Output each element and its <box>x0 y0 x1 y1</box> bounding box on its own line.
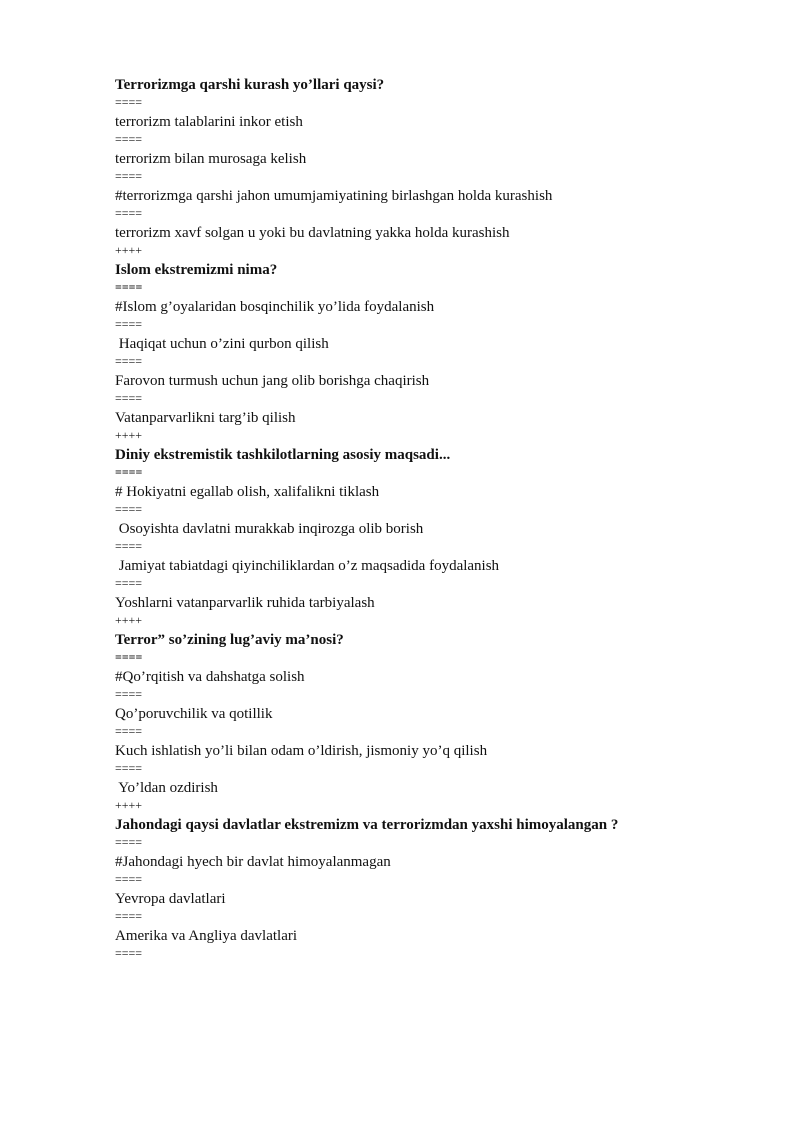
answer-option: Kuch ishlatish yo’li bilan odam o’ldirish, jismoniy yo’q qilish <box>115 743 488 759</box>
separator: ==== <box>115 132 143 146</box>
separator: ==== <box>115 502 143 516</box>
separator: ==== <box>115 95 143 109</box>
separator: ==== <box>115 761 143 775</box>
answer-option: #Jahondagi hyech bir davlat himoyalanmagan <box>115 854 391 870</box>
separator: ++++ <box>115 798 143 812</box>
separator: ==== <box>115 280 143 294</box>
answer-option: Yevropa davlatlari <box>115 891 226 907</box>
separator: ==== <box>115 354 143 368</box>
answer-option: Jamiyat tabiatdagi qiyinchiliklardan o’z maqsadida foydalanish <box>115 558 500 574</box>
separator: ==== <box>115 872 143 886</box>
question-text: Diniy ekstremistik tashkilotlarning asosiy maqsadi... <box>115 447 451 463</box>
answer-option: Yoshlarni vatanparvarlik ruhida tarbiyalash <box>115 595 375 611</box>
question-text: Islom ekstremizmi nima? <box>115 262 278 278</box>
separator: ==== <box>115 576 143 590</box>
separator: ++++ <box>115 428 143 442</box>
answer-option: Farovon turmush uchun jang olib borishga chaqirish <box>115 373 430 389</box>
separator: ==== <box>115 835 143 849</box>
answer-option: Osoyishta davlatni murakkab inqirozga olib borish <box>115 521 424 537</box>
answer-option: Qo’poruvchilik va qotillik <box>115 706 273 722</box>
answer-option: Yo’ldan ozdirish <box>115 780 218 796</box>
question-text: Terror” so’zining lug’aviy ma’nosi? <box>115 632 344 648</box>
answer-option: terrorizm talablarini inkor etish <box>115 114 303 130</box>
separator: ==== <box>115 650 143 664</box>
answer-option: terrorizm bilan murosaga kelish <box>115 151 307 167</box>
separator: ==== <box>115 465 143 479</box>
separator: ++++ <box>115 243 143 257</box>
separator: ==== <box>115 909 143 923</box>
answer-option: terrorizm xavf solgan u yoki bu davlatning yakka holda kurashish <box>115 225 510 241</box>
separator: ==== <box>115 169 143 183</box>
question-text: Terrorizmga qarshi kurash yo’llari qaysi? <box>115 77 385 93</box>
question-text: Jahondagi qaysi davlatlar ekstremizm va terrorizmdan yaxshi himoyalangan ? <box>115 817 619 833</box>
answer-option: #Qo’rqitish va dahshatga solish <box>115 669 305 685</box>
answer-option: #terrorizmga qarshi jahon umumjamiyatining birlashgan holda kurashish <box>115 188 553 204</box>
separator: ==== <box>115 391 143 405</box>
answer-option: Vatanparvarlikni targ’ib qilish <box>115 410 296 426</box>
answer-option: Haqiqat uchun o’zini qurbon qilish <box>115 336 329 352</box>
answer-option: Amerika va Angliya davlatlari <box>115 928 298 944</box>
separator: ==== <box>115 687 143 701</box>
document-body <box>115 76 755 964</box>
separator: ==== <box>115 539 143 553</box>
separator: ==== <box>115 317 143 331</box>
answer-option: #Islom g’oyalaridan bosqinchilik yo’lida foydalanish <box>115 299 435 315</box>
answer-option: # Hokiyatni egallab olish, xalifalikni tiklash <box>115 484 380 500</box>
separator: ++++ <box>115 613 143 627</box>
separator: ==== <box>115 724 143 738</box>
separator: ==== <box>115 946 143 960</box>
separator: ==== <box>115 206 143 220</box>
